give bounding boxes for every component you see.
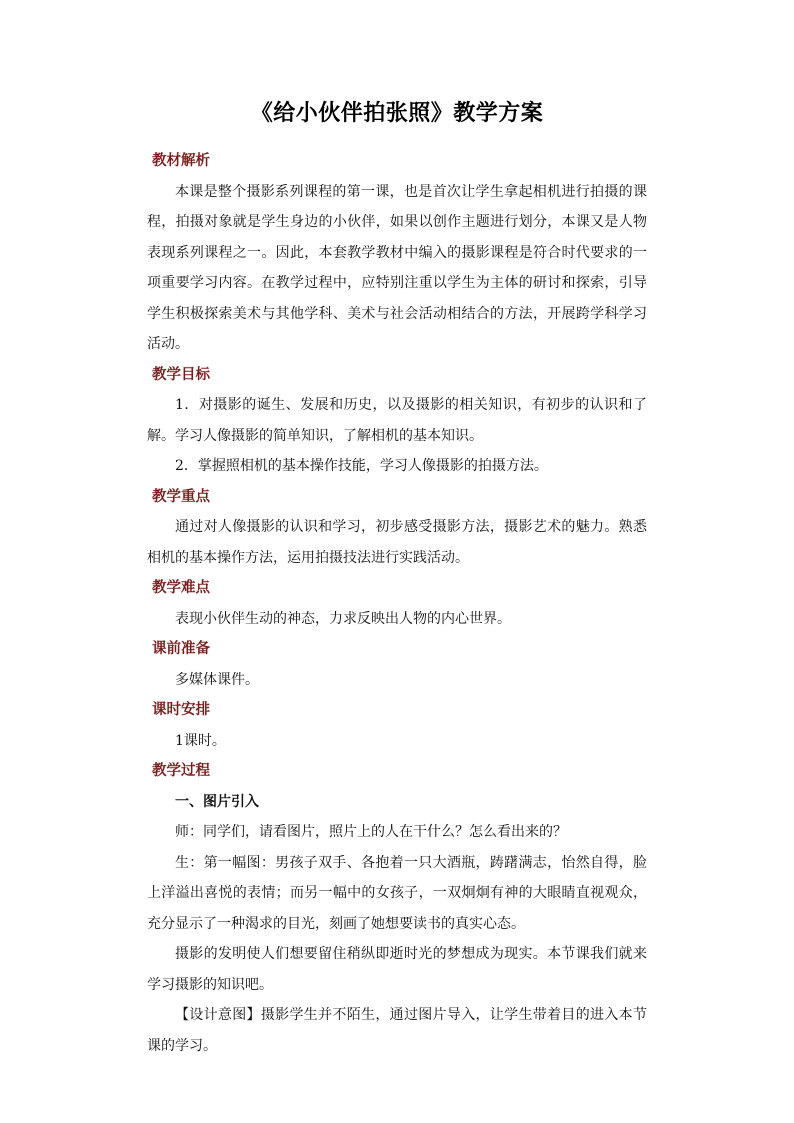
design-intent-paragraph: 【设计意图】摄影学生并不陌生，通过图片导入，让学生带着目的进入本节课的学习。	[147, 1007, 647, 1054]
schedule-paragraph: 1课时。	[175, 732, 226, 749]
document-body	[147, 146, 647, 1061]
section-heading-difficulties: 教学难点	[152, 579, 210, 596]
teacher-line: 师：同学们，请看图片，照片上的人在干什么？怎么看出来的？	[175, 824, 567, 840]
analysis-paragraph: 本课是整个摄影系列课程的第一课，也是首次让学生拿起相机进行拍摄的课程，拍摄对象就是学生身边的小伙伴，如果以创作主题进行划分，本课又是人物表现系列课程之一。因此，本套教学教材中编入的摄影课程是符合时代要求的一项重要学习内容。在教学过程中，应特别注重以学生为主体的研讨和探索，引导学生积极探索美术与其他学科、美术与社会活动相结合的方法，开展跨学科学习活动。	[147, 183, 647, 352]
section-heading-analysis: 教材解析	[152, 152, 210, 169]
document-title: 《给小伙伴拍张照》教学方案	[250, 100, 544, 126]
section-heading-key-points: 教学重点	[152, 487, 210, 505]
process-step1-heading: 一、图片引入	[175, 793, 259, 810]
section-heading-objectives: 教学目标	[152, 365, 210, 383]
summary-paragraph: 摄影的发明使人们想要留住稍纵即逝时光的梦想成为现实。本节课我们就来学习摄影的知识吧。	[147, 946, 647, 993]
objective-item-2: 2．掌握照相机的基本操作技能，学习人像摄影的拍摄方法。	[175, 458, 548, 474]
key-points-paragraph: 通过对人像摄影的认识和学习，初步感受摄影方法，摄影艺术的魅力。熟悉相机的基本操作方法，运用拍摄技法进行实践活动。	[147, 519, 647, 566]
student-line: 生：第一幅图：男孩子双手、各抱着一只大酒瓶，踌躇满志，怡然自得，脸上洋溢出喜悦的表情；而另一幅中的女孩子，一双炯炯有神的大眼睛直视观众，充分显示了一种渴求的目光，刻画了她想要读书的真实心态。	[147, 854, 647, 932]
section-heading-preparation: 课前准备	[152, 640, 210, 657]
section-heading-process: 教学过程	[152, 762, 210, 779]
difficulties-paragraph: 表现小伙伴生动的神态，力求反映出人物的内心世界。	[175, 610, 511, 627]
section-heading-schedule: 课时安排	[152, 701, 210, 718]
objective-item-1: 1．对摄影的诞生、发展和历史，以及摄影的相关知识，有初步的认识和了解。学习人像摄影的简单知识，了解相机的基本知识。	[147, 397, 647, 444]
preparation-paragraph: 多媒体课件。	[175, 671, 259, 688]
